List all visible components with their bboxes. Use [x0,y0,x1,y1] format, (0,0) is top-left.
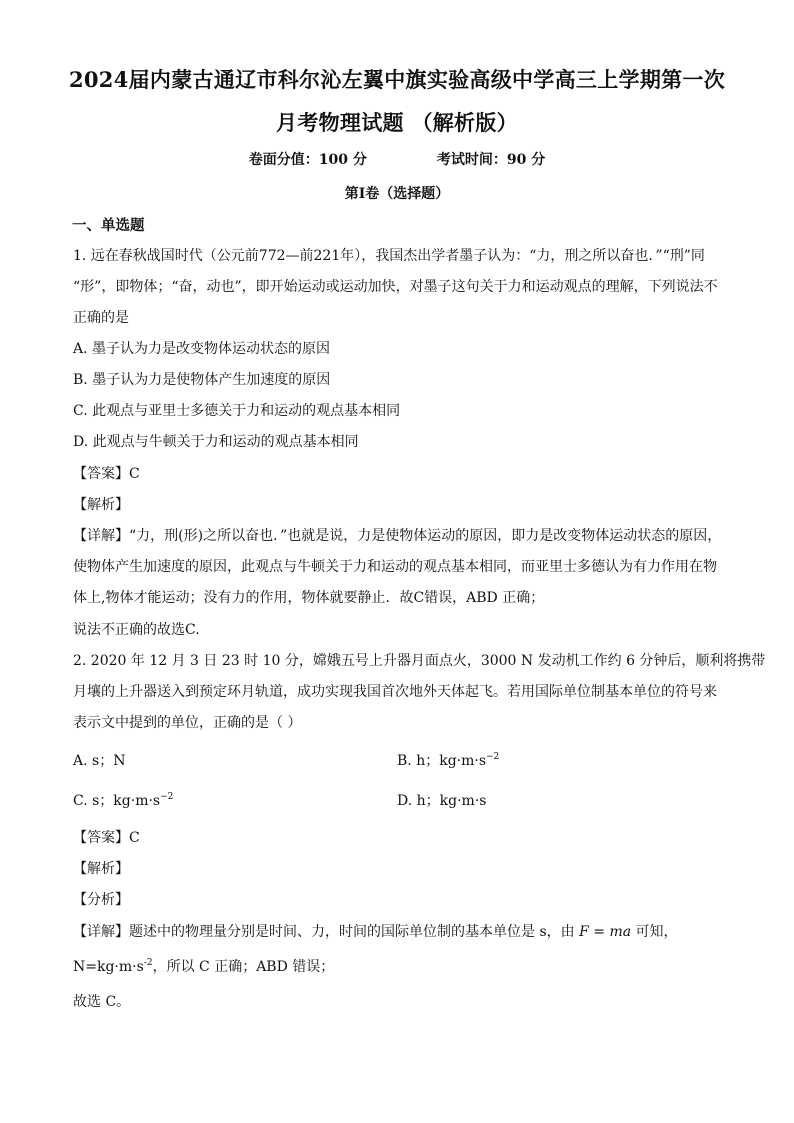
q2-detail-line2 [73,956,334,976]
q2-option-b-text: B. h；kg·m·s [397,753,487,769]
q1-stem-line: 正确的是 [73,310,129,326]
q1-answer: 【答案】C [73,466,140,482]
q2-option-a: A. s；N [73,753,126,769]
document-title-line1: 2024届内蒙古通辽市科尔沁左翼中旗实验高级中学高三上学期第一次 [68,67,726,92]
q1-detail-line: 【详解】“力，刑(形)之所以奋也．”也就是说，力是使物体运动的原因，即力是改变物体运动状态的原因， [73,528,722,544]
q2-analysis-label: 【解析】 [73,861,129,877]
q1-detail-line: 使物体产生加速度的原因，此观点与牛顿关于力和运动的观点基本相同，而亚里士多德认为有力作用在物 [73,559,717,575]
q1-option-a: A. 墨子认为力是改变物体运动状态的原因 [73,341,331,357]
q2-stem-line: 2. 2020 年 12 月 3 日 23 时 10 分，嫦娥五号上升器月面点火，3000 N 发动机工作约 6 分钟后，顺利将携带 [73,653,766,669]
q2-stem-line: 月壤的上升器送入到预定环月轨道，成功实现我国首次地外天体起飞。若用国际单位制基本单位的符号来 [73,684,717,700]
q2-detail-text: 【详解】题述中的物理量分别是时间、力，时间的国际单位制的基本单位是 s，由 [73,924,580,940]
q2-stem-line: 表示文中提到的单位，正确的是（ ） [73,715,302,731]
exam-score: 卷面分值：100 分 [248,152,367,168]
volume-heading: 第Ⅰ卷（选择题） [344,186,450,202]
q1-stem-line: “形”，即物体；“奋，动也”，即开始运动或运动加快，对墨子这句关于力和运动观点的理解，下列说法不 [73,279,718,295]
q2-option-b-exponent: −2 [486,752,500,762]
exam-time: 考试时间：90 分 [436,152,546,168]
q1-option-d: D. 此观点与牛顿关于力和运动的观点基本相同 [73,434,359,450]
document-title-line2: 月考物理试题 （解析版） [276,110,518,135]
q2-detail-suffix: 可知， [631,924,678,940]
q2-option-c-text: C. s；kg·m·s [73,793,161,809]
q2-detail2-suffix: ，所以 C 正确；ABD 错误； [152,959,335,975]
exam-meta [0,149,794,169]
q2-detail-line1 [73,921,678,941]
q2-option-b [397,750,499,770]
q2-unit-exponent: -2 [143,958,153,968]
q2-conclusion: 故选 C。 [73,994,131,1010]
q1-option-c: C. 此观点与亚里士多德关于力和运动的观点基本相同 [73,403,401,419]
q1-option-b: B. 墨子认为力是使物体产生加速度的原因 [73,372,331,388]
q2-formula: F = ma [579,924,632,940]
q1-analysis-label: 【解析】 [73,497,129,513]
q2-option-d: D. h；kg·m·s [397,793,487,809]
q2-fenxi-label: 【分析】 [73,892,129,908]
q1-stem-line: 1. 远在春秋战国时代（公元前772—前221年），我国杰出学者墨子认为：“力，刑之所以奋也．”“刑”同 [73,248,705,264]
q2-answer: 【答案】C [73,830,140,846]
section-heading: 一、单选题 [72,217,145,234]
q2-option-c [73,790,173,810]
q2-option-c-exponent: −2 [160,792,174,802]
q1-detail-line: 体上,物体才能运动；没有力的作用，物体就要静止．故C错误，ABD 正确； [73,590,545,606]
q1-conclusion: 说法不正确的故选C. [73,622,200,638]
q2-unit-text: N=kg·m·s [73,959,144,975]
